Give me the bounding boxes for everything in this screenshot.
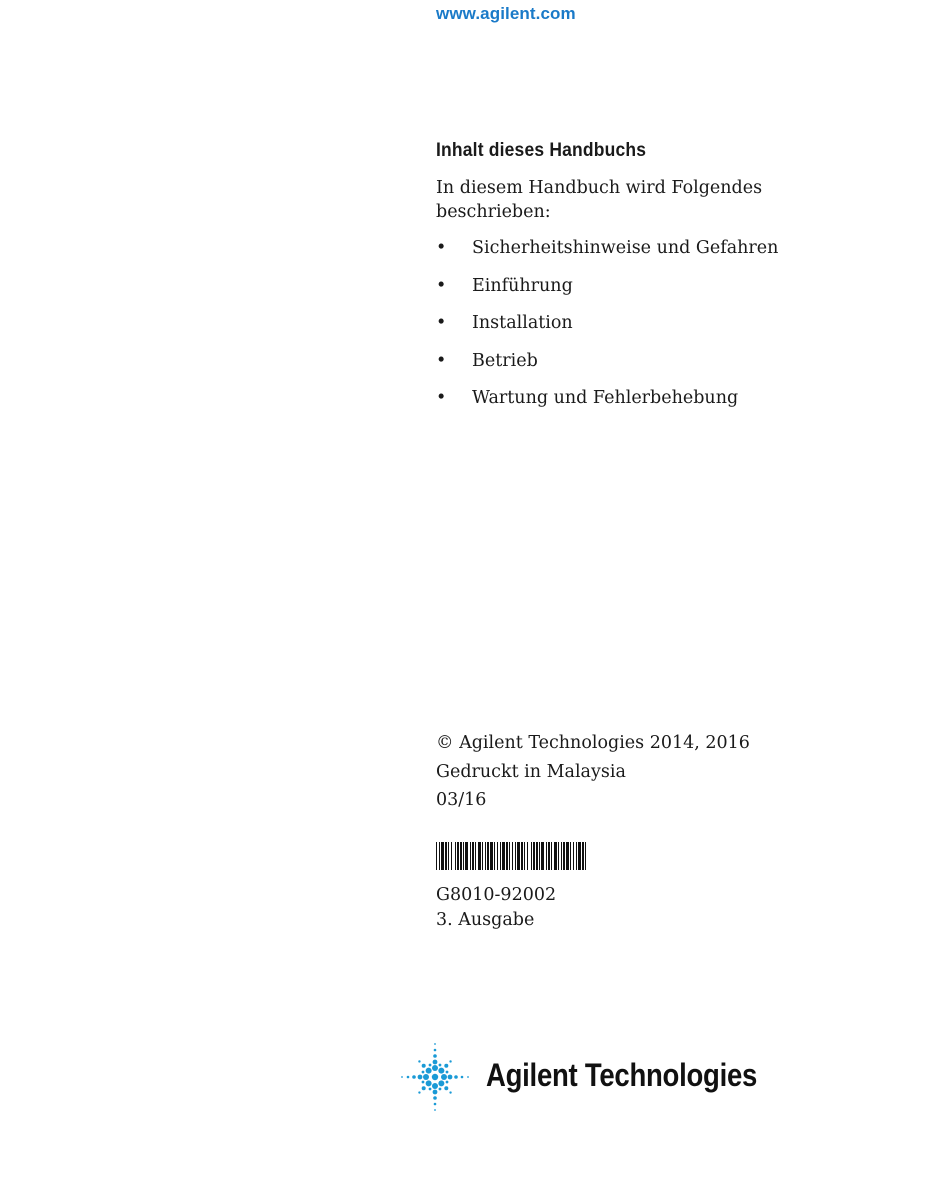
list-item — [436, 311, 906, 335]
list-item-text: Betrieb — [472, 350, 538, 371]
section-intro: In diesem Handbuch wird Folgendes beschrieben: — [436, 178, 763, 222]
company-name: Agilent Technologies — [486, 1057, 758, 1093]
bullet-icon: • — [436, 275, 447, 296]
part-number: G8010-92002 — [436, 885, 557, 905]
part-info-block — [436, 883, 556, 933]
printed-in-text: Gedruckt in Malaysia — [436, 761, 626, 782]
barcode — [436, 842, 586, 870]
bullet-icon: • — [436, 388, 447, 408]
company-logo — [398, 1040, 770, 1114]
manual-contents-section — [436, 140, 906, 424]
list-item-text: Installation — [472, 313, 573, 333]
copyright-text: © Agilent Technologies 2014, 2016 — [436, 733, 750, 753]
bullet-icon: • — [436, 350, 447, 371]
bullet-icon: • — [436, 238, 447, 258]
list-item — [436, 386, 906, 410]
list-item — [436, 349, 906, 373]
bullet-icon: • — [436, 313, 447, 333]
list-item-text: Sicherheitshinweise und Gefahren — [472, 238, 779, 258]
section-title: Inhalt dieses Handbuchs — [436, 140, 647, 161]
edition-text: 3. Ausgabe — [436, 910, 535, 930]
list-item-text: Wartung und Fehlerbehebung — [472, 388, 739, 408]
list-item-text: Einführung — [472, 275, 573, 296]
agilent-spark-icon — [398, 1040, 472, 1114]
imprint-block — [436, 729, 750, 815]
print-date: 03/16 — [436, 790, 487, 810]
website-url[interactable]: www.agilent.com — [436, 4, 576, 23]
list-item — [436, 274, 906, 298]
list-item — [436, 236, 906, 260]
contents-list — [436, 236, 906, 410]
